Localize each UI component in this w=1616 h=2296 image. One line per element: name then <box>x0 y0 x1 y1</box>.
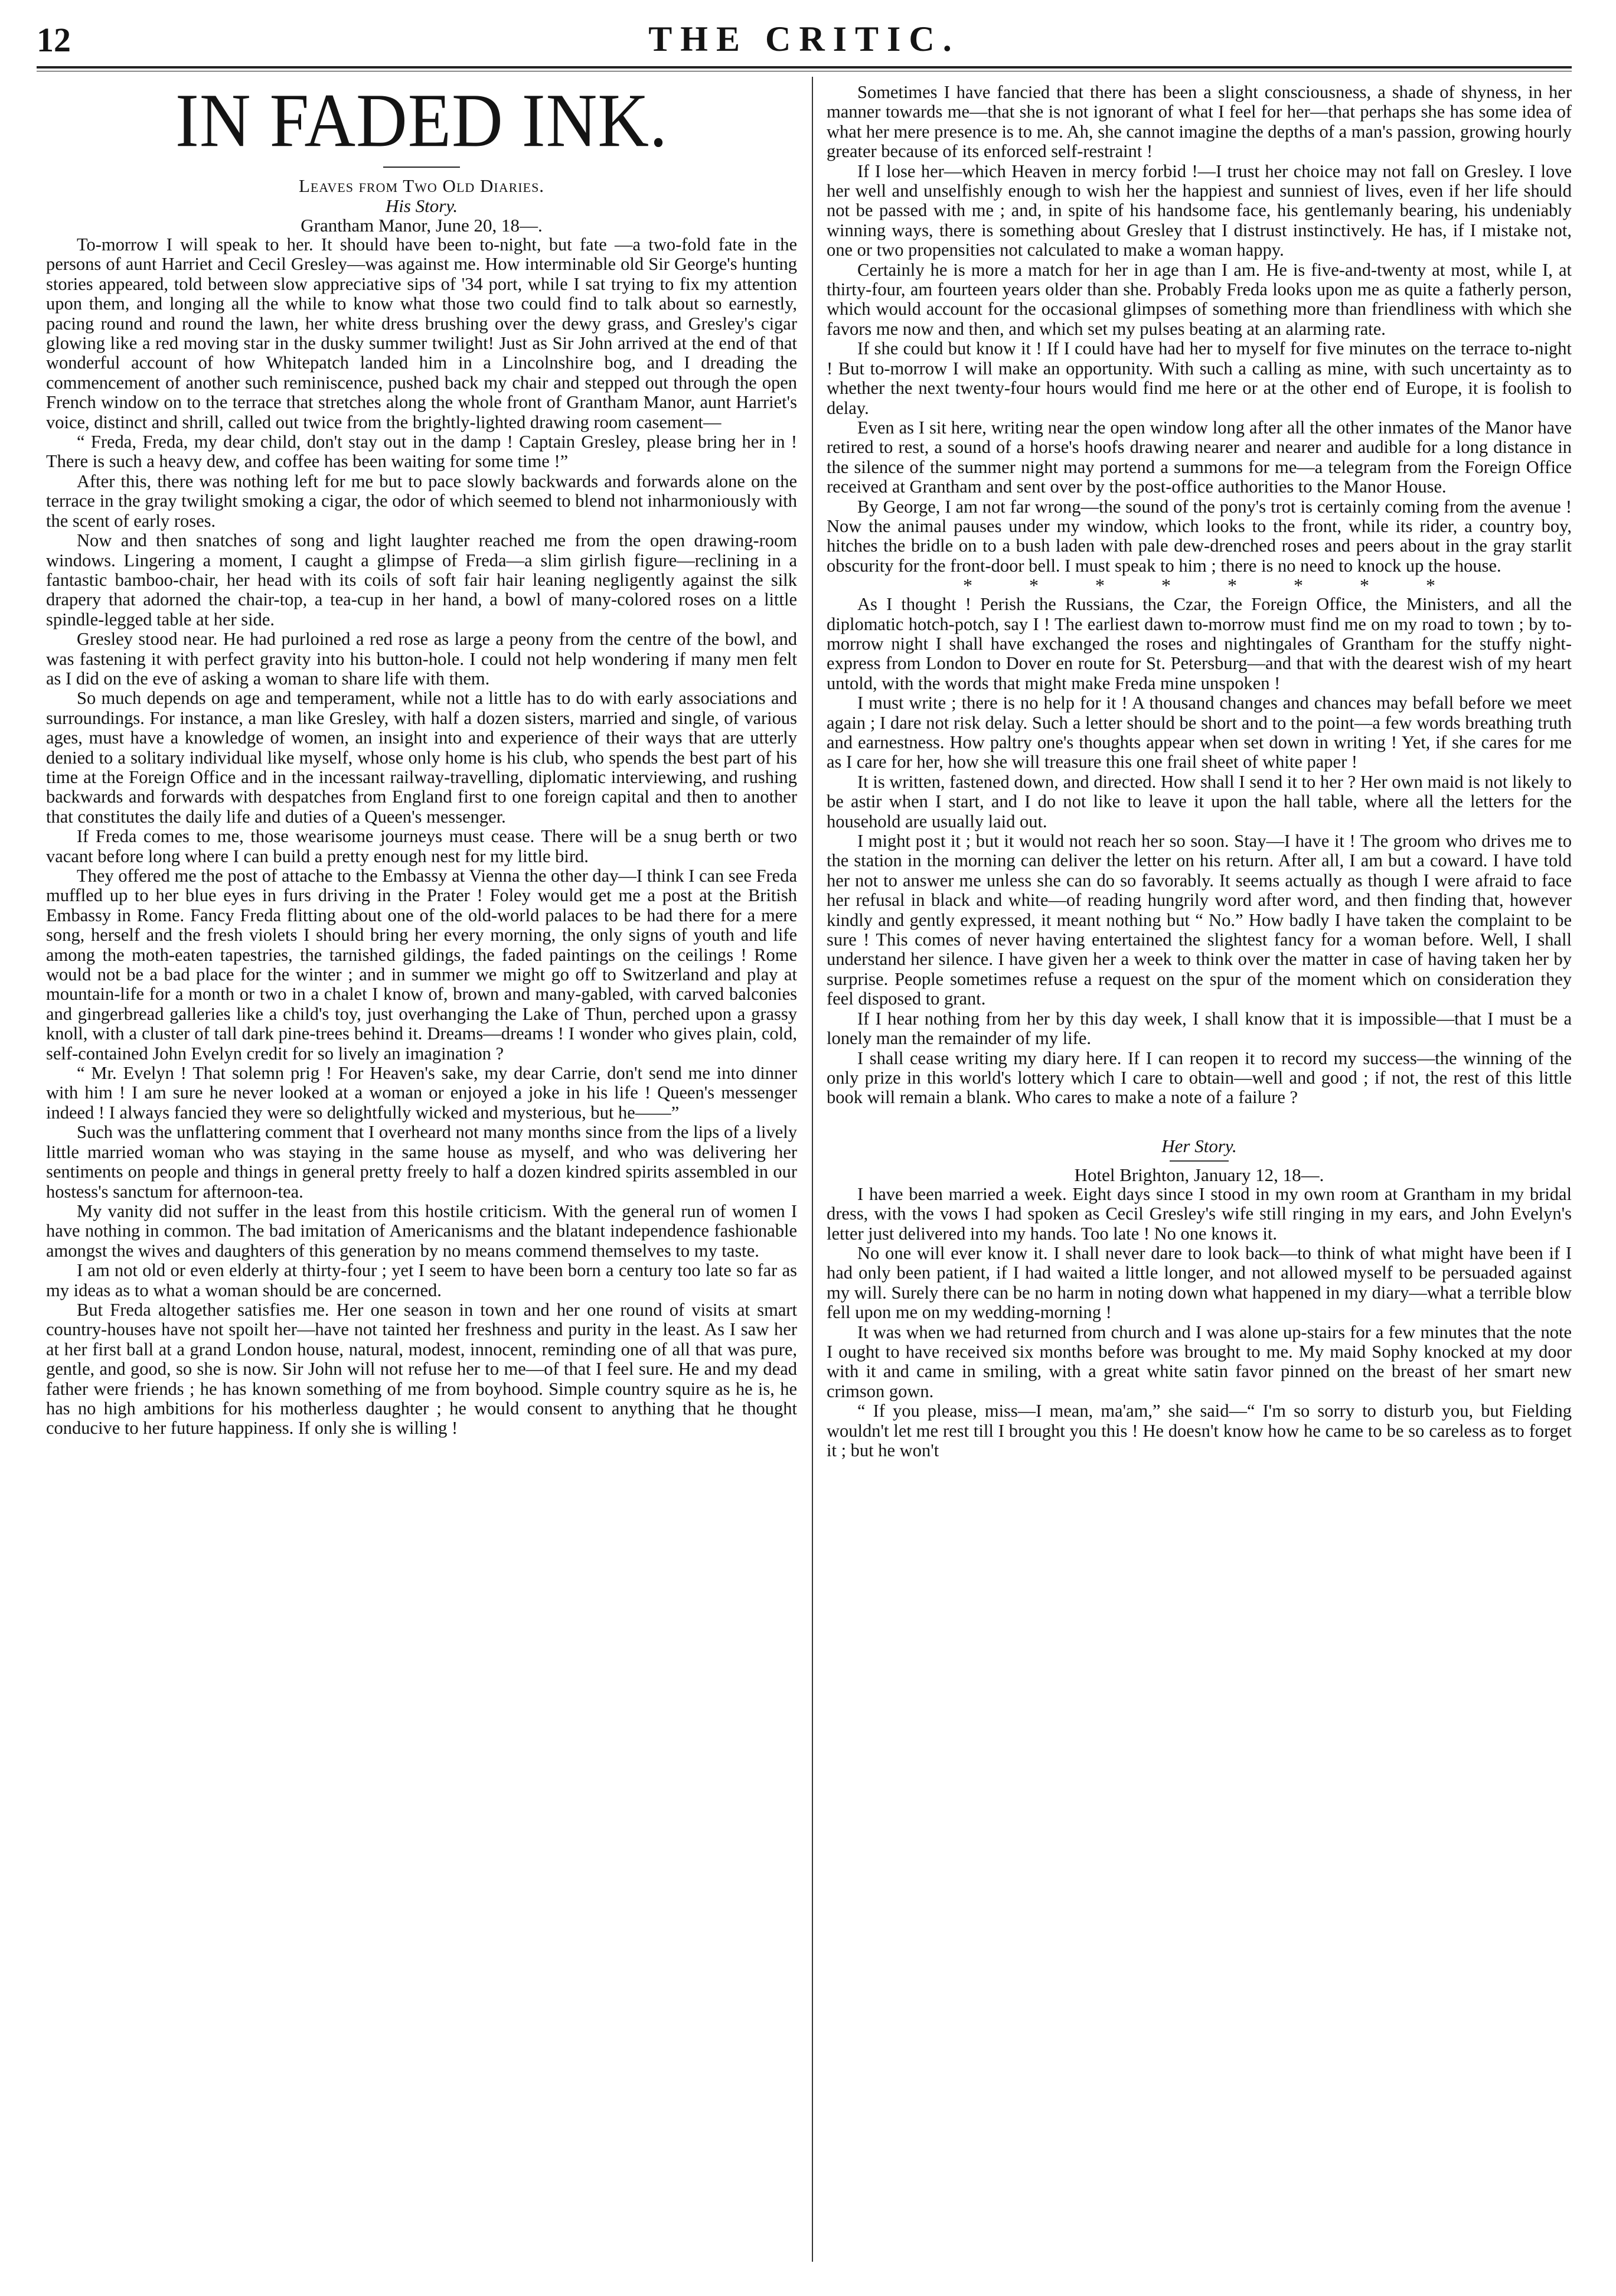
paragraph: Even as I sit here, writing near the open window long after all the other inmates of the Manor have retired to rest, a sound of a horse's hoofs drawing nearer and nearer and audible for a long distance in the silence of the summer night may portend a summons for me—a telegram from the Foreign Office received at Grantham and sent over by the post-office authorities to the Manor House. <box>827 417 1572 497</box>
paragraph: If Freda comes to me, those wearisome journeys must cease. There will be a snug berth or two vacant before long where I can build a pretty enough nest for my little bird. <box>46 826 797 866</box>
paragraph: It is written, fastened down, and directed. How shall I send it to her ? Her own maid is not likely to be astir when I start, and I do not like to leave it upon the hall table, where all the letters for the household are usually laid out. <box>827 771 1572 831</box>
paragraph: They offered me the post of attache to the Embassy at Vienna the other day—I think I can see Freda muffled up to her blue eyes in furs driving in the Prater ! Foley would get me a post at the British Embassy in Rome. Fancy Freda flitting about one of the old-world palaces to be had there for a mere song, herself and the fresh violets I should bring her every morning, the only signs of youth and life among the moth-eaten tapestries, the tarnished gildings, the faded paintings on the ceilings ! Rome would not be a bad place for the winter ; and in summer we might go off to Switzerland and play at mountain-life for a month or two in a chalet I know of, brown and many-gabled, with carved balconies and gingerbread galleries like a child's toy, just overhanging the Lake of Thun, perched upon a grassy knoll, with a cluster of tall dark pine-trees behind it. Dreams—dreams ! I wonder who gives plain, cold, self-contained John Evelyn credit for so lively an imagination ? <box>46 866 797 1064</box>
paragraph: Such was the unflattering comment that I overheard not many months since from the lips of a lively little married woman who was staying in the same house as myself, and who was delivering her sentiments on people and things in general pretty freely to half a dozen kindred spirits assembled in our hostess's sanctum for afternoon-tea. <box>46 1122 797 1202</box>
paragraph: If she could but know it ! If I could have had her to myself for five minutes on the terrace to-night ! But to-morrow I will make an opportunity. With such a calling as mine, with such uncertainty as to whether the next twenty-four hours would find me here or at the other end of Europe, it is foolish to delay. <box>827 338 1572 418</box>
paragraph: “ If you please, miss—I mean, ma'am,” she said—“ I'm so sorry to disturb you, but Fielding wouldn't let me rest till I brought you this ! He doesn't know how he came to be so careless as to forget it ; but he won't <box>827 1401 1572 1460</box>
her-story-rule <box>1170 1160 1229 1162</box>
paragraph: After this, there was nothing left for me but to pace slowly backwards and forwards alone on the terrace in the gray twilight smoking a cigar, the odor of which seemed to blend not inharmoniously with the scent of early roses. <box>46 471 797 531</box>
right-column-text <box>827 83 1572 576</box>
masthead: THE CRITIC. <box>648 19 960 58</box>
paragraph: “ Freda, Freda, my dear child, don't stay out in the damp ! Captain Gresley, please bring her in ! There is such a heavy dew, and coffee has been waiting for some time !” <box>46 432 797 472</box>
paragraph: I might post it ; but it would not reach her so soon. Stay—I have it ! The groom who drives me to the station in the morning can deliver the letter on his return. After all, I am but a coward. I have told her not to answer me unless she can do so favorably. It seems actually as though I were afraid to face her refusal in black and white—of reading hungrily word after word, and then finding that, however kindly and gently expressed, it meant nothing but “ No.” How badly I have taken the complaint to be sure ! This comes of never having entertained the slightest fancy for a woman before. Well, I shall understand her silence. I have given her a week to think over the matter in case of having taken her by surprise. People sometimes refuse a request on the spur of the moment which on consideration they feel disposed to grant. <box>827 831 1572 1009</box>
paragraph: Certainly he is more a match for her in age than I am. He is five-and-twenty at most, while I, at thirty-four, am fourteen years older than she. Probably Freda looks upon me as quite a fatherly person, which would account for the occasional glimpses of something more than friendliness with which she favors me now and then, and which set my pulses beating at an alarming rate. <box>827 259 1572 339</box>
paragraph: If I lose her—which Heaven in mercy forbid !—I trust her choice may not fall on Gresley. I love her well and unselfishly enough to wish her the happiest and sunniest of lives, even if her life should not be passed with me ; and, in spite of his handsome face, his gentlemanly bearing, his undeniably winning ways, there is something about Gresley that I distrust instinctively. He has, if I mistake not, one or two propensities not calculated to make a woman happy. <box>827 161 1572 260</box>
her-story-heading: Her Story. <box>1161 1135 1237 1156</box>
section-break-stars: * * * * * * * * <box>963 575 1435 596</box>
paragraph: So much depends on age and temperament, while not a little has to do with early associations and surroundings. For instance, a man like Gresley, with half a dozen sisters, married and single, of various ages, must have a knowledge of women, an insight into and experience of their ways that are utterly denied to a solitary individual like myself, whose only home is his club, who spends the best part of his time at the Foreign Office and in the incessant railway-travelling, diplomatic interviewing, and rushing backwards and forwards with despatches from England first to one foreign capital and then to another that constitutes the daily life and duties of a Queen's messenger. <box>46 688 797 827</box>
paragraph: No one will ever know it. I shall never dare to look back—to think of what might have been if I had only been patient, if I had waited a little longer, and not allowed myself to be persuaded against my will. Surely there can be no harm in noting down what happened in my diary—what a terrible blow fell upon me on my wedding-morning ! <box>827 1242 1572 1323</box>
his-story-dateline: Grantham Manor, June 20, 18—. <box>301 215 543 236</box>
paragraph: But Freda altogether satisfies me. Her one season in town and her one round of visits at smart country-houses have not spoilt her—have not tainted her freshness and purity in the least. As I saw her at her first ball at a grand London house, natural, modest, innocent, reminding one of all that was pure, gentle, and good, so she is now. Sir John will not refuse her to me—of that I feel sure. He and my dead father were friends ; he has known something of me from boyhood. Simple country squire as he is, he has no high ambitions for his motherless daughter ; he would consent to anything that he thought conducive to her future happiness. If only she is willing ! <box>46 1299 797 1439</box>
article-subtitle: Leaves from Two Old Diaries. <box>298 175 545 196</box>
column-divider <box>812 77 813 2262</box>
article-title: IN FADED INK. <box>175 83 668 163</box>
paragraph: If I hear nothing from her by this day week, I shall know that it is impossible—that I must be a lonely man the remainder of my life. <box>827 1008 1572 1049</box>
paragraph: I have been married a week. Eight days since I stood in my own room at Grantham in my bridal dress, with the vows I had spoken as Cecil Gresley's wife still ringing in my ears, and John Evelyn's letter just delivered into my hands. Too late ! No one knows it. <box>827 1183 1572 1244</box>
her-story-dateline: Hotel Brighton, January 12, 18—. <box>1074 1164 1324 1185</box>
paragraph: By George, I am not far wrong—the sound of the pony's trot is certainly coming from the avenue ! Now the animal pauses under my window, which looks to the front, while its rider, a country boy, hitches the bridle on to a bush laden with pale dew-drenched roses and peers about in the gray starlit obscurity for the front-door bell. I must speak to him ; there is no need to knock up the house. <box>827 496 1572 576</box>
page-number: 12 <box>37 21 71 59</box>
paragraph: Now and then snatches of song and light laughter reached me from the open drawing-room windows. Lingering a moment, I caught a glimpse of Freda—a slim girlish figure—reclining in a fantastic bamboo-chair, her head with its coils of soft fair hair leaning negligently against the silk drapery that adorned the chair-top, a tea-cup in her hand, a bowl of many-colored roses on a little spindle-legged table at her side. <box>46 530 797 630</box>
paragraph: My vanity did not suffer in the least from this hostile criticism. With the general run of women I have nothing in common. The bad imitation of Americanisms and the blatant independence fashionable amongst the wives and daughters of this generation by no means commend themselves to my taste. <box>46 1201 797 1261</box>
right-column <box>827 83 1572 2268</box>
header-rule <box>37 66 1572 71</box>
left-column <box>46 83 797 2268</box>
paragraph: It was when we had returned from church and I was alone up-stairs for a few minutes that the note I ought to have received six months before was brought to me. My maid Sophy knocked at my door with it and came in smiling, with a great white satin favor pinned on the breast of her smart new crimson gown. <box>827 1322 1572 1401</box>
section-gap <box>827 1108 1572 1136</box>
paragraph: “ Mr. Evelyn ! That solemn prig ! For Heaven's sake, my dear Carrie, don't send me into dinner with him ! I am sure he never looked at a woman or enjoyed a joke in his life ! Queen's messenger indeed ! I always fancied they were so delightfully wicked and mysterious, but he——” <box>46 1063 797 1123</box>
her-story-text <box>827 1185 1572 1461</box>
paragraph: I am not old or even elderly at thirty-four ; yet I seem to have been born a century too late so far as my ideas as to what a woman should be are concerned. <box>46 1260 797 1300</box>
paragraph: Sometimes I have fancied that there has been a slight consciousness, a shade of shyness, in her manner towards me—that she is not ignorant of what I feel for her—that perhaps she has some idea of what her mere presence is to me. Ah, she cannot imagine the depths of a man's passion, growing hourly greater because of its enforced self-restraint ! <box>827 83 1572 162</box>
paragraph: As I thought ! Perish the Russians, the Czar, the Foreign Office, the Ministers, and all the diplomatic hotch-potch, say I ! The earliest dawn to-morrow must find me on my road to town ; by to-morrow night I shall have exchanged the roses and nightingales of Grantham for the stuffy night-express from London to Dover en route for St. Petersburg—and that with the dearest wish of my heart untold, with the words that might make Freda mine unspoken ! <box>827 594 1572 693</box>
title-rule <box>383 167 460 168</box>
paragraph: I must write ; there is no help for it ! A thousand changes and chances may befall before we meet again ; I dare not risk delay. Such a letter should be short and to the point—a few words breathing truth and earnestness. How paltry one's thoughts appear when set down in writing ! Yet, if she cares for me as I care for her, how she will treasure this one frail sheet of white paper ! <box>827 693 1572 772</box>
paragraph: Gresley stood near. He had purloined a red rose as large a peony from the centre of the bowl, and was fastening it with perfect gravity into his button-hole. I could not help wondering if many men felt as I did on the eve of asking a woman to share life with them. <box>46 629 797 689</box>
right-column-text-continued <box>827 595 1572 1108</box>
page-header <box>37 18 1572 66</box>
paragraph: I shall cease writing my diary here. If I can reopen it to record my success—the winning of the only prize in this world's lottery which I care to obtain—well and good ; if not, the rest of this little book will remain a blank. Who cares to make a note of a failure ? <box>827 1048 1572 1108</box>
his-story-heading: His Story. <box>385 195 458 216</box>
paragraph: To-morrow I will speak to her. It should have been to-night, but fate —a two-fold fate in the persons of aunt Harriet and Cecil Gresley—was against me. How interminable old Sir George's hunting stories appeared, told between slow appreciative sips of '34 port, while I sat trying to fix my attention upon them, and longing all the while to know what those two could find to talk about so earnestly, pacing round and round the lawn, her white dress brushing over the dewy grass, and Gresley's cigar glowing like a red moving star in the dusky summer twilight! Just as Sir John arrived at the end of that wonderful account of how Whitepatch landed him in a Lincolnshire bog, and I dreading the commencement of another such reminiscence, pushed back my chair and stepped out through the open French window on to the terrace that stretches along the whole front of Grantham Manor, aunt Harriet's voice, distinct and shrill, called out twice from the brightly-lighted drawing room casement— <box>46 234 797 432</box>
left-column-text <box>46 235 797 1439</box>
